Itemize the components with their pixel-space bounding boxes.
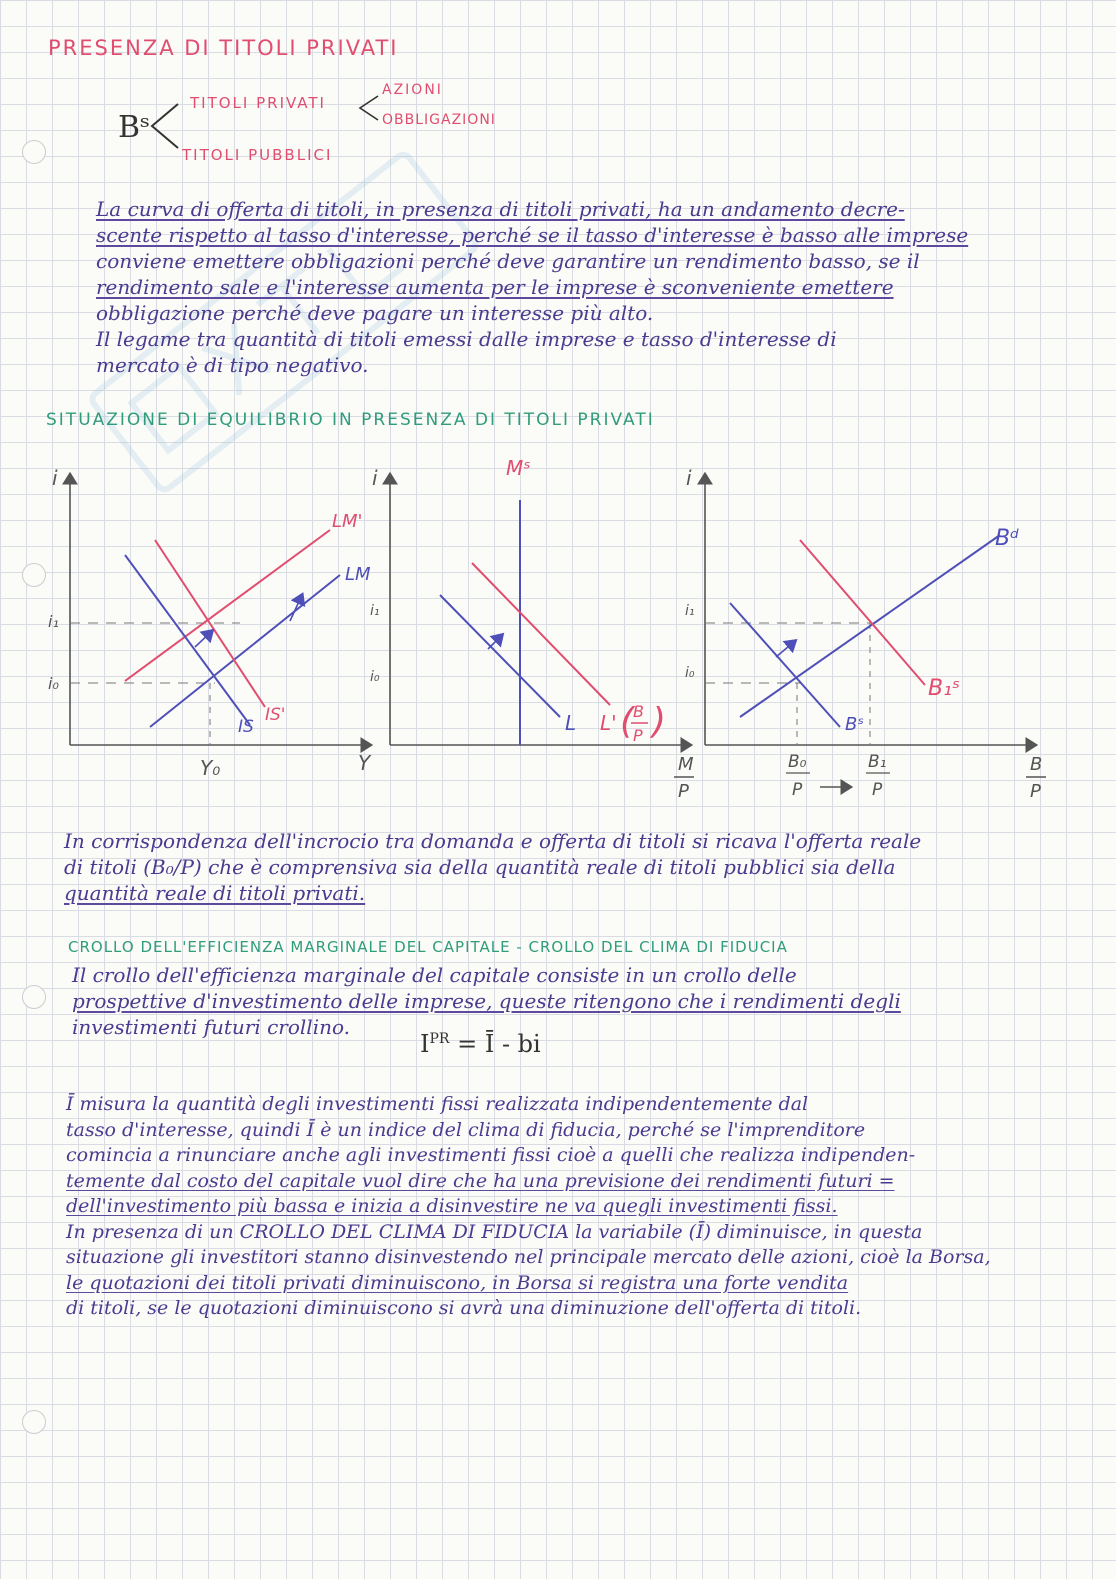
l-prime-paren-open: (	[620, 701, 635, 742]
label-is-prime: IS'	[265, 705, 286, 725]
text-line: conviene emettere obbligazioni perché deve garantire un rendimento basso, se il	[96, 249, 920, 273]
formula-sup: PR	[429, 1031, 450, 1047]
series-is-prime	[155, 540, 265, 707]
shift-arrow	[195, 631, 212, 647]
formula-lhs: I	[420, 1030, 430, 1058]
l-prime-paren-den: P	[633, 726, 643, 745]
text-line: In presenza di un CROLLO DEL CLIMA DI FIDUCIA la variabile (Ī) diminuisce, in questa	[66, 1220, 923, 1243]
binder-hole	[22, 985, 46, 1009]
series-bs	[730, 603, 840, 727]
tick-b1-den: P	[872, 780, 883, 800]
tree-private: TITOLI PRIVATI	[190, 94, 326, 112]
l-prime-paren-close: )	[652, 701, 667, 742]
text-line: In corrispondenza dell'incrocio tra domanda e offerta di titoli si ricava l'offerta reale	[64, 829, 922, 853]
text-line: rendimento sale e l'interesse aumenta per le imprese è sconveniente emettere	[96, 275, 894, 299]
text-line: obbligazione perché deve pagare un interesse più alto.	[96, 301, 654, 325]
tick-i0: i₀	[685, 665, 695, 681]
label-ms: Mˢ	[506, 456, 531, 480]
text-line: di titoli, se le quotazioni diminuiscono si avrà una diminuzione dell'offerta di titoli.	[66, 1297, 862, 1319]
text-line: tasso d'interesse, quindi Ī è un indice del clima di fiducia, perché se l'imprenditore	[66, 1118, 866, 1141]
tick-b0-num: B₀	[788, 752, 807, 772]
text-line: Ī misura la quantità degli investimenti fissi realizzata indipendentemente dal	[66, 1093, 809, 1115]
text-line: temente dal costo del capitale vuol dire che ha una previsione dei rendimenti futuri =	[66, 1169, 895, 1192]
text-line: La curva di offerta di titoli, in presenza di titoli privati, ha un andamento decre-	[96, 197, 905, 221]
text-line: dell'investimento più bassa e inizia a disinvestire ne va quegli investimenti fissi.	[66, 1195, 838, 1217]
tick-i0: i₀	[48, 674, 59, 693]
shift-arrow	[776, 641, 795, 657]
text-line: Il legame tra quantità di titoli emessi dalle imprese e tasso d'interesse di	[96, 327, 837, 351]
securities-tree	[110, 78, 550, 168]
money-market-graph	[370, 456, 694, 802]
tick-i0: i₀	[370, 669, 380, 685]
text-line: quantità reale di titoli privati.	[64, 881, 366, 905]
label-lm: LM	[345, 564, 371, 585]
label-lm-prime: LM'	[332, 511, 363, 532]
tree-root: Bˢ	[118, 110, 151, 145]
tree-bonds: OBBLIGAZIONI	[382, 112, 496, 128]
tick-y0: Y₀	[200, 756, 221, 780]
paragraph-mec-crash	[72, 962, 1102, 1040]
text-line: comincia a rinunciare anche agli investimenti fissi cioè a quelli che realizza indipenden-	[66, 1144, 916, 1166]
series-l-prime	[472, 563, 610, 705]
tick-i1: i₁	[685, 603, 695, 619]
formula-rhs: = Ī - bi	[457, 1030, 541, 1058]
label-l: L	[565, 711, 577, 735]
x-label-den: P	[678, 781, 689, 802]
tick-i1: i₁	[48, 612, 59, 631]
x-label-den: P	[1030, 781, 1041, 802]
text-line: mercato è di tipo negativo.	[96, 353, 369, 377]
series-lm-prime	[125, 530, 330, 681]
text-line: di titoli (B₀/P) che è comprensiva sia della quantità reale di titoli pubblici sia della	[64, 855, 896, 879]
series-l	[440, 595, 560, 717]
label-is: IS	[238, 717, 254, 737]
bond-market-graph	[685, 466, 1046, 802]
tick-i1: i₁	[370, 603, 380, 619]
series-lm	[150, 575, 340, 727]
tree-public: TITOLI PUBBLICI	[182, 146, 333, 164]
x-label-num: B	[1030, 754, 1043, 775]
x-axis-label: Y	[358, 751, 371, 775]
label-bs1: B₁ˢ	[928, 676, 961, 701]
text-line: prospettive d'investimento delle imprese, queste ritengono che i rendimenti degli	[72, 989, 901, 1013]
equilibrium-graphs	[40, 445, 1060, 815]
shift-arrow	[488, 635, 502, 649]
text-line: scente rispetto al tasso d'interesse, perché se il tasso d'interesse è basso alle imprese	[96, 223, 969, 247]
islm-graph	[48, 466, 372, 780]
label-bs: Bˢ	[845, 714, 865, 735]
text-line: situazione gli investitori stanno disinvestendo nel principale mercato delle azioni, cioè la Borsa,	[66, 1246, 991, 1268]
tick-b1-num: B₁	[868, 752, 887, 772]
label-l-prime: L'	[600, 711, 617, 735]
series-bs1	[800, 540, 925, 685]
y-axis-label: i	[52, 466, 58, 490]
paragraph-offer-curve	[96, 196, 1096, 378]
y-axis-label: i	[372, 466, 378, 490]
text-line: investimenti futuri crollino.	[72, 1015, 351, 1039]
text-line: Il crollo dell'efficienza marginale del capitale consiste in un crollo delle	[72, 963, 797, 987]
page-title: PRESENZA DI TITOLI PRIVATI	[48, 36, 399, 60]
y-axis-label: i	[686, 466, 692, 490]
tree-shares: AZIONI	[382, 82, 443, 98]
l-prime-paren-num: B	[633, 702, 644, 721]
series-is	[125, 555, 250, 725]
binder-hole	[22, 1410, 46, 1434]
investment-formula	[420, 1030, 541, 1058]
series-bd	[740, 535, 1000, 717]
section-title-crash: CROLLO DELL'EFFICIENZA MARGINALE DEL CAPITALE - CROLLO DEL CLIMA DI FIDUCIA	[68, 938, 788, 956]
text-line: le quotazioni dei titoli privati diminuiscono, in Borsa si registra una forte vendita	[66, 1271, 849, 1294]
section-title-equilibrium: SITUAZIONE DI EQUILIBRIO IN PRESENZA DI TITOLI PRIVATI	[46, 410, 655, 430]
label-bd: Bᵈ	[995, 526, 1020, 551]
x-label-num: M	[678, 754, 694, 775]
paragraph-confidence	[66, 1092, 1106, 1322]
paragraph-real-offer	[64, 828, 1104, 906]
tick-b0-den: P	[792, 780, 803, 800]
